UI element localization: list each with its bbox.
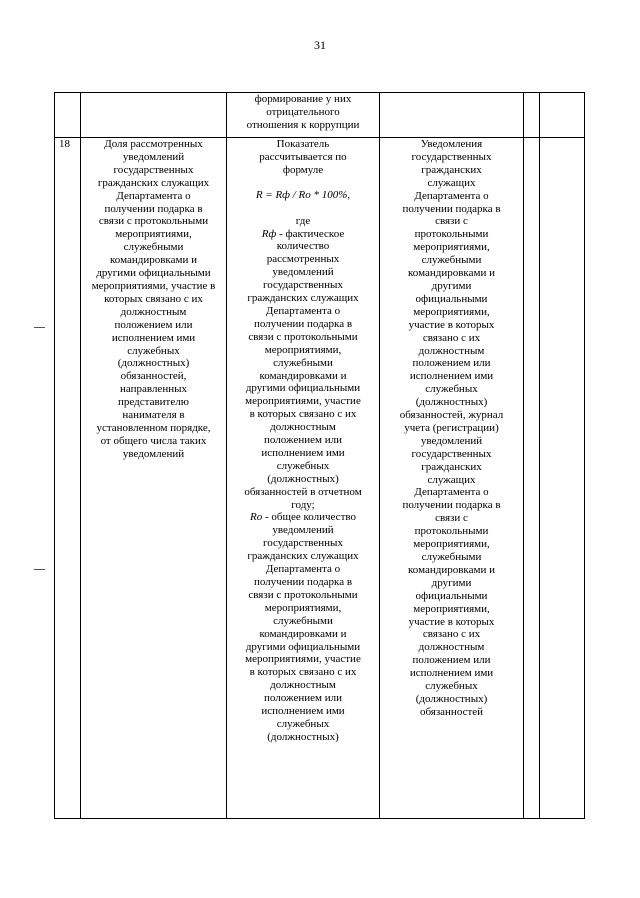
formula: R = Rф / Ro * 100%, — [255, 188, 351, 201]
cell-empty — [524, 138, 540, 819]
text-line: обязанностей в отчетном — [244, 485, 362, 498]
text-line: другими — [431, 279, 472, 292]
text-line: получении подарка в — [402, 202, 501, 215]
text-line: исполнением ими — [261, 446, 345, 459]
text-line: государственных — [411, 150, 492, 163]
text-line: получении подарка в — [402, 499, 501, 512]
text-line: служебными — [273, 614, 333, 627]
text-line: должностным — [418, 641, 485, 654]
definition-first-line — [230, 511, 376, 524]
text-line: другими официальными — [96, 267, 211, 280]
indicators-table — [54, 92, 585, 819]
calculation-method — [227, 138, 380, 819]
text-line: Департамента о — [265, 304, 341, 317]
ro-first: - общее количество — [262, 511, 356, 524]
text-line: исполнением ими — [261, 705, 345, 718]
text-line: (должностных) — [415, 396, 488, 409]
text-line: связи с протокольными — [248, 588, 358, 601]
text-line: государственных — [113, 163, 194, 176]
text-line: от общего числа таких — [100, 434, 207, 447]
text-line: мероприятиями, участие — [245, 653, 361, 666]
page-number: 31 — [314, 38, 326, 52]
text-line: должностным — [120, 305, 187, 318]
text-line: мероприятиями, участие — [245, 395, 361, 408]
line-list — [230, 240, 376, 511]
text-line: получении подарка в — [253, 576, 353, 588]
table-row — [55, 93, 585, 138]
text-line: исполнением ими — [409, 667, 494, 680]
text-line: другими официальными — [245, 382, 361, 395]
text-line: мероприятиями, — [413, 241, 490, 254]
text-line: уведомлений — [272, 524, 334, 537]
cell-name — [81, 93, 227, 138]
text-line: участие в которых — [408, 615, 495, 628]
text-line: положением или — [264, 692, 342, 705]
text-line: служебных — [425, 680, 478, 693]
ro-symbol: Ro — [250, 511, 263, 524]
text-line: мероприятиями, участие в — [91, 279, 216, 292]
rf-first: - фактическое — [276, 227, 345, 240]
text-line: положением или — [412, 654, 491, 667]
text-line: мероприятиями, — [413, 538, 490, 551]
cell-empty — [524, 93, 540, 138]
text-line: уведомлений — [272, 266, 334, 279]
text-line: служащих — [427, 473, 476, 486]
text-line: должностным — [270, 421, 336, 434]
table-row — [55, 138, 585, 819]
text-line: связано с их — [422, 628, 481, 641]
text-line: государственных — [411, 447, 492, 460]
text-line: (должностных) — [117, 357, 190, 370]
text-line: служебных — [425, 383, 478, 396]
text-line: мероприятиями, — [413, 602, 490, 615]
text-line: Департамента о — [265, 563, 341, 576]
text-line: мероприятиями, — [115, 228, 192, 241]
text-line: официальными — [415, 589, 488, 602]
text-line: уведомлений — [122, 447, 185, 460]
text-line: служебными — [273, 356, 333, 369]
text-line: Департамента о — [414, 189, 489, 202]
text-line: другими официальными — [245, 640, 361, 653]
text-line: гражданских служащих — [247, 292, 359, 305]
cell-empty — [540, 138, 585, 819]
where-label: где — [295, 214, 311, 227]
text-line: в которых связано с их — [249, 666, 357, 679]
text-line: (должностных) — [267, 730, 339, 743]
cell-number — [55, 93, 81, 138]
text-line: учета (регистрации) — [404, 421, 499, 434]
text-line: году; — [291, 498, 315, 511]
line-list — [230, 138, 376, 177]
text-line: в которых связано с их — [249, 408, 357, 421]
text-line: гражданских служащих — [97, 176, 210, 189]
text-line: гражданских — [421, 460, 482, 473]
text-line: получении подарка в — [253, 317, 353, 330]
text-line: связи с протокольными — [98, 215, 209, 228]
text-line: количество — [276, 240, 330, 253]
text-line: участие в которых — [408, 318, 495, 331]
text-line: гражданских служащих — [247, 550, 359, 563]
text-line: связи с — [435, 215, 468, 228]
indicator-name — [81, 138, 227, 819]
cell-calculation — [227, 93, 380, 138]
text-line: рассчитывается по — [259, 150, 347, 163]
text-line: командировками и — [110, 254, 197, 267]
text-line: другими — [431, 576, 472, 589]
text-line: формирование у них — [254, 93, 352, 105]
text-line: рассмотренных — [266, 253, 340, 266]
text-line: получении подарка в — [104, 202, 203, 215]
text-line: мероприятиями, — [413, 305, 490, 318]
text-line: исполнением ими — [111, 331, 196, 344]
text-line: положением или — [114, 318, 193, 331]
cell-source — [380, 93, 524, 138]
text-line: служебными — [421, 254, 482, 267]
text-line: служебных — [276, 717, 330, 730]
text-line: командировками и — [259, 627, 347, 640]
text-line: командировками и — [259, 369, 347, 382]
text-line: обязанностей, журнал — [399, 409, 504, 422]
text-line: обязанностей, — [120, 370, 187, 383]
text-line: служебными — [421, 551, 482, 563]
line-list — [84, 138, 223, 461]
row-number: 18 — [55, 138, 81, 819]
text-line: уведомлений — [420, 434, 483, 447]
text-line: направленных — [120, 383, 187, 396]
text-line: положением или — [412, 357, 491, 370]
text-line: государственных — [263, 537, 343, 550]
rf-symbol: Rф — [261, 227, 277, 240]
text-line: обязанностей — [419, 705, 484, 718]
text-line: Доля рассмотренных — [104, 138, 203, 150]
margin-mark — [34, 569, 45, 570]
text-line: Показатель — [276, 138, 330, 150]
cell-empty — [540, 93, 585, 138]
text-line: должностным — [270, 679, 336, 692]
text-line: Уведомления — [420, 138, 483, 150]
text-line: служебных — [127, 344, 180, 357]
text-line: командировками и — [408, 563, 495, 576]
line-list — [383, 138, 520, 719]
text-line: связано с их — [422, 331, 481, 344]
text-line: отрицательного — [266, 105, 340, 118]
text-line: которых связано с их — [104, 292, 203, 305]
text-line: положением или — [264, 434, 342, 447]
text-line: нанимателя в — [122, 409, 185, 422]
text-line: уведомлений — [122, 150, 185, 163]
text-line: служебных — [276, 459, 330, 472]
text-line: протокольными — [414, 228, 489, 241]
text-line: формуле — [282, 163, 324, 176]
text-line: должностным — [418, 344, 485, 357]
text-line: Департамента о — [116, 189, 191, 202]
margin-mark — [34, 327, 45, 328]
text-line: (должностных) — [267, 472, 339, 485]
text-line: отношения к коррупции — [246, 118, 360, 131]
line-list — [230, 524, 376, 743]
definition-first-line — [230, 228, 376, 241]
text-line: Департамента о — [414, 486, 489, 499]
text-line: представителю — [118, 396, 189, 409]
text-line: гражданских — [421, 163, 482, 176]
text-line: мероприятиями, — [264, 601, 342, 614]
text-line: командировками и — [408, 267, 495, 280]
text-line: исполнением ими — [409, 370, 494, 383]
text-line: связи с — [435, 512, 468, 525]
data-source — [380, 138, 524, 819]
text-line: связи с протокольными — [248, 330, 358, 343]
text-line: (должностных) — [415, 692, 488, 705]
text-line: служащих — [427, 176, 476, 189]
text-line: установленном порядке, — [96, 421, 211, 434]
text-line: служебными — [123, 241, 184, 254]
text-line: мероприятиями, — [264, 343, 342, 356]
text-line: протокольными — [414, 525, 489, 538]
text-line: официальными — [415, 292, 488, 305]
text-line: государственных — [263, 279, 343, 292]
